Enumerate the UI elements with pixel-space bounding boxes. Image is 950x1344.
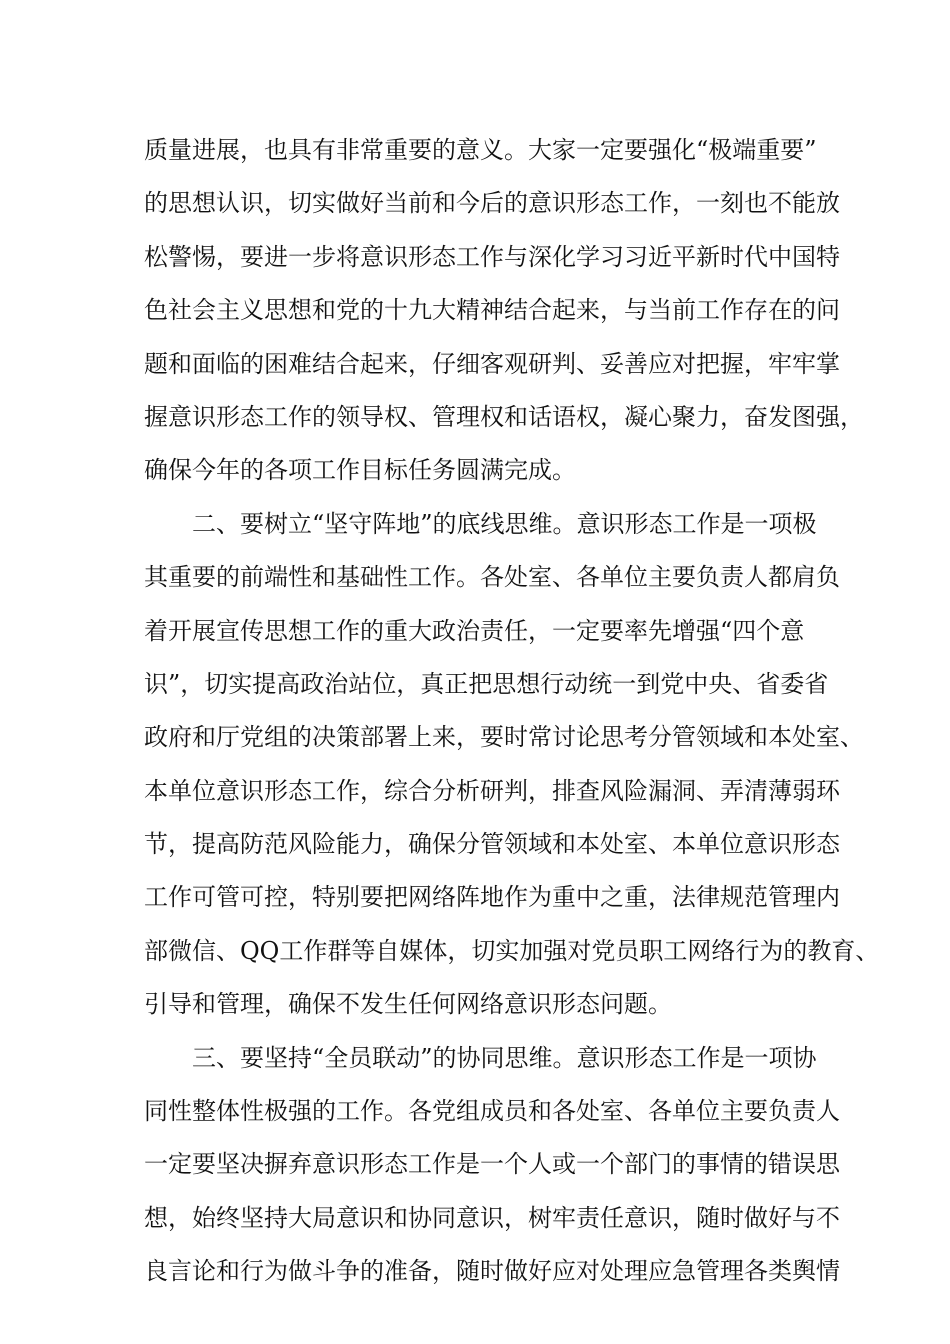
text-line: 其重要的前端性和基础性工作。各处室、各单位主要负责人都肩负	[144, 563, 840, 592]
text-line: 三、要坚持“全员联动”的协同思维。意识形态工作是一项协	[144, 1043, 817, 1072]
text-line: 同性整体性极强的工作。各党组成员和各处室、各单位主要负责人	[144, 1097, 840, 1126]
text-line: 部微信、QQ工作群等自媒体，切实加强对党员职工网络行为的教育、	[144, 936, 880, 965]
text-line: 二、要树立“坚守阵地”的底线思维。意识形态工作是一项极	[144, 509, 817, 538]
text-line: 本单位意识形态工作，综合分析研判，排查风险漏洞、弄清薄弱环	[144, 776, 840, 805]
text-line: 识”，切实提高政治站位，真正把思想行动统一到党中央、省委省	[144, 669, 829, 698]
text-line: 握意识形态工作的领导权、管理权和话语权，凝心聚力，奋发图强，	[144, 402, 864, 431]
text-line: 政府和厅党组的决策部署上来，要时常讨论思考分管领域和本处室、	[144, 723, 864, 752]
text-line: 节，提高防范风险能力，确保分管领域和本处室、本单位意识形态	[144, 830, 840, 859]
text-line: 确保今年的各项工作目标任务圆满完成。	[144, 456, 576, 485]
text-line: 色社会主义思想和党的十九大精神结合起来，与当前工作存在的问	[144, 296, 840, 325]
text-line: 引导和管理，确保不发生任何网络意识形态问题。	[144, 990, 672, 1019]
text-line: 题和面临的困难结合起来，仔细客观研判、妥善应对把握，牢牢掌	[144, 349, 840, 378]
text-line: 一定要坚决摒弃意识形态工作是一个人或一个部门的事情的错误思	[144, 1150, 840, 1179]
text-line: 良言论和行为做斗争的准备，随时做好应对处理应急管理各类舆情	[144, 1257, 840, 1286]
document-body	[144, 124, 880, 1299]
text-line: 松警惕，要进一步将意识形态工作与深化学习习近平新时代中国特	[144, 242, 840, 271]
text-line: 的思想认识，切实做好当前和今后的意识形态工作，一刻也不能放	[144, 189, 840, 218]
text-line: 着开展宣传思想工作的重大政治责任，一定要率先增强“四个意	[144, 616, 805, 645]
text-line: 质量进展，也具有非常重要的意义。大家一定要强化“极端重要”	[144, 136, 817, 164]
text-line: 工作可管可控，特别要把网络阵地作为重中之重，法律规范管理内	[144, 883, 840, 912]
text-line: 想，始终坚持大局意识和协同意识，树牢责任意识，随时做好与不	[144, 1203, 840, 1232]
